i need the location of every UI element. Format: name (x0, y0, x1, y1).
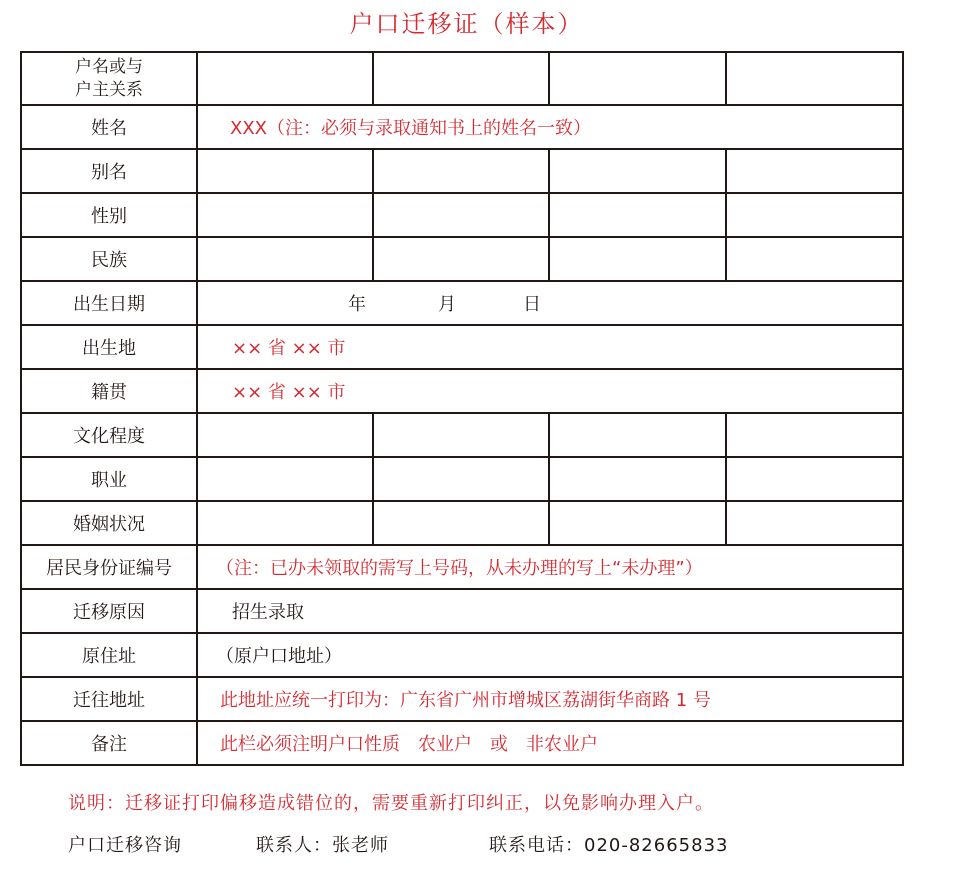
remark-label: 备注 (21, 721, 197, 765)
origin-label: 原住址 (21, 633, 197, 677)
row-education (21, 413, 903, 457)
row-occupation (21, 457, 903, 501)
occupation-cell-4 (726, 457, 903, 501)
education-label: 文化程度 (21, 413, 197, 457)
alias-cell-4 (726, 149, 903, 193)
birthplace-value: ×× 省 ×× 市 (197, 325, 903, 369)
occupation-cell-2 (373, 457, 549, 501)
relation-cell-3 (549, 52, 726, 105)
occupation-label: 职业 (21, 457, 197, 501)
name-value: XXX（注：必须与录取通知书上的姓名一致） (197, 105, 903, 149)
dest-value: 此地址应统一打印为：广东省广州市增城区荔湖街华商路 1 号 (197, 677, 903, 721)
origin-value: （原户口地址） (197, 633, 903, 677)
ethnicity-label: 民族 (21, 237, 197, 281)
relation-cell-1 (197, 52, 373, 105)
occupation-cell-3 (549, 457, 726, 501)
occupation-cell-1 (197, 457, 373, 501)
gender-label: 性别 (21, 193, 197, 237)
gender-cell-1 (197, 193, 373, 237)
row-alias (21, 149, 903, 193)
relation-cell-2 (373, 52, 549, 105)
birthdate-year: 年 (348, 294, 366, 315)
marital-cell-2 (373, 501, 549, 545)
row-native (21, 369, 903, 413)
ethnicity-cell-4 (726, 237, 903, 281)
contact-person: 联系人：张老师 (256, 835, 389, 856)
ethnicity-cell-2 (373, 237, 549, 281)
birthdate-label: 出生日期 (21, 281, 197, 325)
relation-label-line-1: 户名或与 (75, 56, 143, 77)
row-destination (21, 677, 903, 721)
row-id-number (21, 545, 903, 589)
row-birthdate (21, 281, 903, 325)
education-cell-2 (373, 413, 549, 457)
row-name (21, 105, 903, 149)
remark-value: 此栏必须注明户口性质 农业户 或 非农业户 (197, 721, 903, 765)
gender-cell-4 (726, 193, 903, 237)
note-text: 说明：迁移证打印偏移造成错位的，需要重新打印纠正，以免影响办理入户。 (68, 793, 714, 814)
marital-cell-1 (197, 501, 373, 545)
migration-form-table (20, 51, 904, 766)
ethnicity-cell-1 (197, 237, 373, 281)
education-cell-4 (726, 413, 903, 457)
page-title: 户口迁移证（样本） (349, 10, 584, 38)
contact-service: 户口迁移咨询 (68, 835, 182, 856)
birthdate-value (197, 281, 903, 325)
education-cell-3 (549, 413, 726, 457)
marital-cell-4 (726, 501, 903, 545)
row-marital (21, 501, 903, 545)
contact-phone: 联系电话：020-82665833 (489, 835, 729, 856)
native-value: ×× 省 ×× 市 (197, 369, 903, 413)
gender-cell-2 (373, 193, 549, 237)
education-cell-1 (197, 413, 373, 457)
relation-label (21, 52, 197, 105)
gender-cell-3 (549, 193, 726, 237)
row-relation (21, 52, 903, 105)
relation-label-line-2: 户主关系 (75, 79, 143, 100)
alias-cell-3 (549, 149, 726, 193)
id-value: （注：已办未领取的需写上号码，从未办理的写上“未办理”） (197, 545, 903, 589)
reason-label: 迁移原因 (21, 589, 197, 633)
row-reason (21, 589, 903, 633)
marital-cell-3 (549, 501, 726, 545)
reason-value: 招生录取 (197, 589, 903, 633)
dest-label: 迁往地址 (21, 677, 197, 721)
marital-label: 婚姻状况 (21, 501, 197, 545)
birthplace-label: 出生地 (21, 325, 197, 369)
row-origin (21, 633, 903, 677)
contact-line (68, 831, 728, 857)
relation-cell-4 (726, 52, 903, 105)
row-remark (21, 721, 903, 765)
alias-cell-2 (373, 149, 549, 193)
row-birthplace (21, 325, 903, 369)
alias-label: 别名 (21, 149, 197, 193)
birthdate-month: 月 (438, 294, 456, 315)
row-ethnicity (21, 237, 903, 281)
birthdate-day: 日 (523, 294, 541, 315)
id-label: 居民身份证编号 (21, 545, 197, 589)
ethnicity-cell-3 (549, 237, 726, 281)
alias-cell-1 (197, 149, 373, 193)
row-gender (21, 193, 903, 237)
name-label: 姓名 (21, 105, 197, 149)
native-label: 籍贯 (21, 369, 197, 413)
